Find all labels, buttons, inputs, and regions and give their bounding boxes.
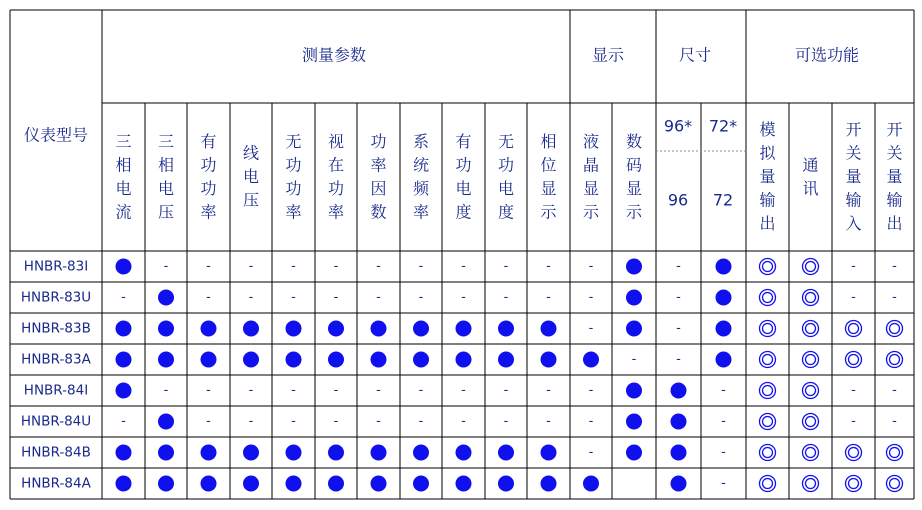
dash-cell: - [721,414,726,429]
dash-cell: - [588,321,594,336]
column-header-char: 关 [845,143,862,162]
table-row [24,383,897,399]
dash-cell: - [676,352,681,367]
dash-cell: - [248,290,254,305]
column-header-char: 率 [412,201,430,221]
column-header-char: 电 [157,178,175,198]
column-header-char: 相 [540,131,557,151]
dash-cell: - [333,414,339,429]
column-header-char: 示 [582,201,600,221]
dash-cell: - [418,383,424,398]
dash-cell: - [376,290,381,305]
column-header [158,131,174,221]
dash-cell: - [418,414,424,429]
model-cell: HNBR-83B [21,320,91,337]
dash-cell: - [121,414,126,429]
column-header [285,131,301,221]
dash-cell: - [376,383,381,398]
dash-cell: - [676,259,681,274]
column-header-char: 关 [886,143,903,162]
column-header-char: 输 [845,190,862,209]
dash-cell: - [676,290,681,305]
dash-cell: - [851,383,856,398]
column-header-char: 拟 [759,143,776,162]
column-header-char: 量 [759,166,776,186]
table-row [21,290,897,306]
column-header-char: 开 [886,119,903,139]
column-header-char: 三 [157,131,175,151]
column-header-char: 无 [497,131,515,151]
dash-cell: - [121,290,126,305]
dash-cell: - [291,414,296,429]
column-header-char: 功 [200,154,217,174]
column-header [540,131,557,221]
dash-cell: - [546,383,551,398]
model-header: 仪表型号 [23,125,89,145]
dash-cell: - [461,414,466,429]
column-header-char: 无 [285,131,302,151]
column-header-char: 率 [200,201,217,221]
dash-cell: - [503,383,509,398]
dash-cell: - [248,414,254,429]
dash-cell: - [461,259,466,274]
column-header-char: 电 [115,178,132,198]
column-header-char: 功 [285,154,302,174]
model-cell: HNBR-83A [21,351,91,368]
column-header [583,131,600,221]
size-header-72: 72 [712,190,734,210]
column-header-char: 输 [759,190,776,209]
column-header-char: 电 [242,166,260,186]
dash-cell: - [206,383,211,398]
dash-cell: - [546,414,551,429]
column-header-char: 视 [327,131,345,151]
dash-cell: - [291,259,296,274]
column-header [626,131,643,221]
column-header-char: 在 [327,154,345,174]
column-header [370,131,386,221]
dash-cell: - [206,414,211,429]
model-cell: HNBR-84A [21,475,91,492]
column-header-char: 位 [540,154,557,174]
column-header-char: 入 [845,213,862,233]
dash-cell: - [892,414,897,429]
model-cell: HNBR-84I [23,382,89,399]
column-header-char: 率 [370,154,387,174]
table-row [21,352,902,368]
dash-cell: - [206,259,211,274]
dash-cell: - [892,290,897,305]
column-header-char: 流 [115,201,132,221]
column-header-char: 讯 [802,178,819,198]
column-header-char: 率 [285,201,302,221]
column-header-char: 示 [540,201,557,221]
dash-cell: - [588,383,594,398]
column-header [498,131,514,221]
column-header [845,120,861,233]
column-header [802,155,818,198]
column-header-char: 线 [242,143,260,162]
column-header-char: 相 [115,154,132,174]
group-header-display: 显示 [591,45,625,65]
column-header [243,143,259,209]
group-header-size: 尺寸 [678,45,712,65]
column-header-char: 数 [370,201,387,221]
column-header-char: 通 [802,154,819,174]
model-cell: HNBR-83I [23,258,89,275]
dash-cell: - [163,383,169,398]
column-header-char: 有 [455,131,472,151]
size-header-96: 96 [667,190,689,210]
column-header-char: 功 [200,178,217,198]
column-header [455,131,471,221]
dash-cell: - [503,290,509,305]
column-header [886,120,902,233]
dash-cell: - [206,290,211,305]
table-row [24,259,897,275]
table-row [21,476,902,492]
dash-cell: - [892,259,897,274]
column-header-char: 示 [625,201,643,221]
column-header-char: 率 [327,201,345,221]
dash-cell: - [588,259,594,274]
column-header-char: 功 [327,178,345,198]
dash-cell: - [503,414,509,429]
column-header [115,131,131,221]
column-header-char: 度 [497,201,515,221]
dash-cell: - [721,445,726,460]
group-header-measure: 测量参数 [301,45,367,65]
column-header-char: 模 [759,119,776,139]
column-header-char: 相 [157,154,175,174]
column-header-char: 显 [625,178,643,198]
column-header-char: 系 [412,131,430,151]
dash-cell: - [333,259,339,274]
column-header-char: 电 [455,178,472,198]
column-header-char: 三 [115,131,132,151]
column-header [328,131,344,221]
dash-cell: - [461,383,466,398]
column-header-char: 显 [582,178,600,198]
model-cell: HNBR-84B [21,444,91,461]
column-header-char: 出 [759,213,776,233]
dash-cell: - [163,259,169,274]
column-header-char: 量 [845,166,862,186]
dash-cell: - [461,290,466,305]
dash-cell: - [503,259,509,274]
column-header [200,131,216,221]
column-header [759,120,776,233]
column-header-char: 开 [845,119,862,139]
column-header-char: 功 [497,154,515,174]
column-header-char: 频 [412,178,430,198]
size-header-72-star: 72* [708,116,738,136]
column-header-char: 功 [285,178,302,198]
column-header-char: 数 [625,131,643,151]
dash-cell: - [851,290,856,305]
column-header-char: 因 [370,178,387,198]
dash-cell: - [376,259,381,274]
column-header-char: 出 [886,213,903,233]
column-header [413,131,430,221]
dash-cell: - [588,290,594,305]
column-header-char: 晶 [582,154,600,174]
dash-cell: - [851,259,856,274]
table-row [21,321,902,337]
column-headers [115,120,902,233]
dash-cell: - [588,445,594,460]
dash-cell: - [588,414,594,429]
size-header-96-star: 96* [663,116,693,136]
dash-cell: - [676,321,681,336]
column-header-char: 量 [886,166,903,186]
dash-cell: - [892,383,897,398]
dash-cell: - [248,259,254,274]
column-header-char: 液 [582,131,600,151]
dash-cell: - [721,476,726,491]
column-header-char: 功 [455,154,472,174]
dash-cell: - [546,290,551,305]
model-cell: HNBR-84U [20,413,92,430]
dash-cell: - [248,383,254,398]
dash-cell: - [291,383,296,398]
column-header-char: 功 [370,131,387,151]
dash-cell: - [291,290,296,305]
model-cell: HNBR-83U [20,289,92,306]
table-row [21,445,902,461]
table-row [21,414,897,430]
column-header-char: 输 [886,190,903,209]
dash-cell: - [418,259,424,274]
column-header-char: 显 [540,178,557,198]
dash-cell: - [851,414,856,429]
column-header-char: 压 [157,201,175,221]
column-header-char: 度 [455,201,472,221]
dash-cell: - [376,414,381,429]
column-header-char: 电 [497,178,515,198]
dash-cell: - [333,383,339,398]
dash-cell: - [333,290,339,305]
dash-cell: - [631,352,637,367]
group-header-optional: 可选功能 [794,45,860,65]
column-header-char: 码 [625,154,643,174]
dash-cell: - [546,259,551,274]
column-header-char: 统 [412,154,430,174]
column-header-char: 压 [242,190,260,209]
dash-cell: - [721,383,726,398]
column-header-char: 有 [200,131,217,151]
dash-cell: - [418,290,424,305]
